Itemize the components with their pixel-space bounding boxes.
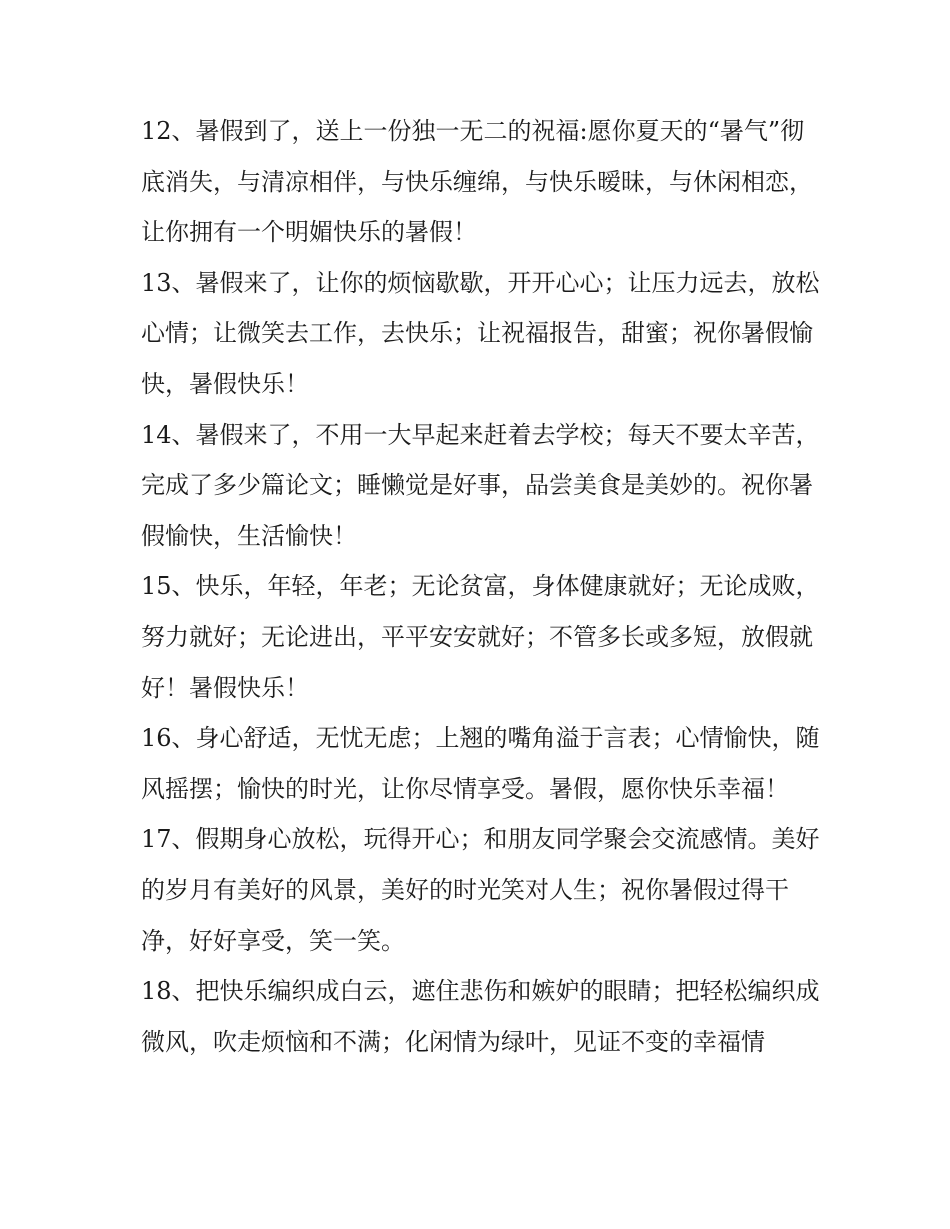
paragraph-15: 15、快乐，年轻，年老；无论贫富，身体健康就好；无论成败，努力就好；无论进出，平平安安就好；不管多长或多短，放假就好！暑假快乐！ <box>141 572 820 702</box>
paragraph-18: 18、把快乐编织成白云，遮住悲伤和嫉妒的眼睛；把轻松编织成微风，吹走烦恼和不满；化闲情为绿叶，见证不变的幸福情 <box>141 977 820 1056</box>
paragraph-14: 14、暑假来了，不用一大早起来赶着去学校；每天不要太辛苦，完成了多少篇论文；睡懒觉是好事，品尝美食是美妙的。祝你暑假愉快，生活愉快！ <box>141 420 820 550</box>
paragraph-13: 13、暑假来了，让你的烦恼歇歇，开开心心；让压力远去，放松心情；让微笑去工作，去快乐；让祝福报告，甜蜜；祝你暑假愉快，暑假快乐！ <box>141 268 820 398</box>
paragraph-16: 16、身心舒适，无忧无虑；上翘的嘴角溢于言表；心情愉快，随风摇摆；愉快的时光，让你尽情享受。暑假，愿你快乐幸福！ <box>141 724 820 803</box>
paragraph-12: 12、暑假到了，送上一份独一无二的祝福:愿你夏天的“暑气”彻底消失，与清凉相伴，与快乐缠绵，与快乐暧昧，与休闲相恋，让你拥有一个明媚快乐的暑假！ <box>141 117 813 247</box>
document-body <box>141 106 821 1067</box>
paragraph-17: 17、假期身心放松，玩得开心；和朋友同学聚会交流感情。美好的岁月有美好的风景，美好的时光笑对人生；祝你暑假过得干净，好好享受，笑一笑。 <box>141 825 820 955</box>
